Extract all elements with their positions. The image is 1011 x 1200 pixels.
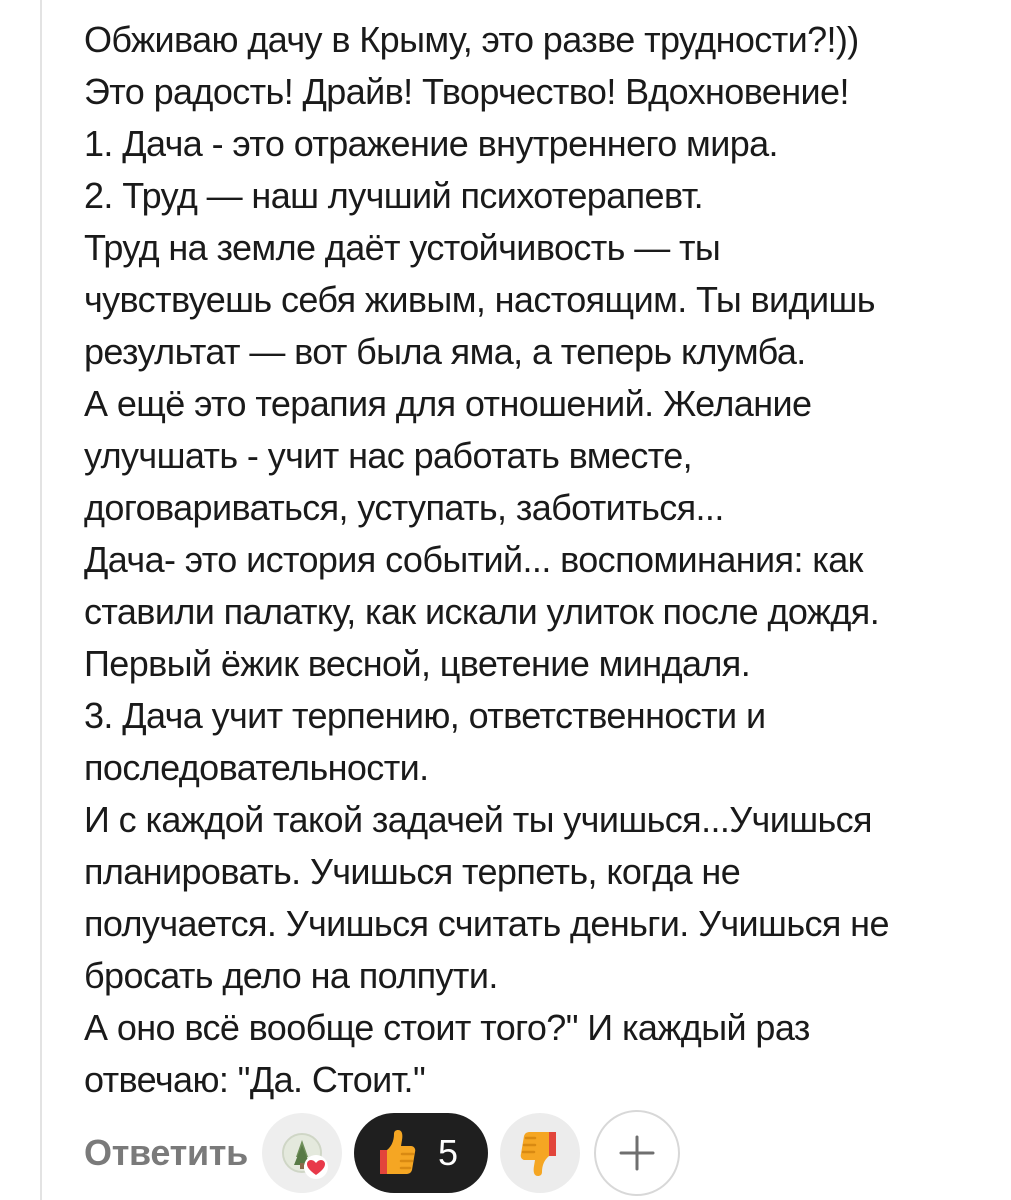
comment-line: Это радость! Драйв! Творчество! Вдохновение! — [84, 71, 849, 112]
comment-actions — [84, 1105, 680, 1200]
dislike-button[interactable] — [500, 1113, 580, 1193]
comment-line: А ещё это терапия для отношений. Желание — [84, 383, 812, 424]
comment-line: последовательности. — [84, 747, 429, 788]
comment-line: А оно всё вообще стоит того?" И каждый раз — [84, 1007, 810, 1048]
comment-line: 1. Дача - это отражение внутреннего мира. — [84, 123, 778, 164]
plus-icon — [617, 1133, 657, 1173]
like-button[interactable] — [354, 1113, 488, 1193]
comment-body — [84, 14, 989, 1106]
reply-button[interactable]: Ответить — [84, 1132, 248, 1173]
comment-line: Обживаю дачу в Крыму, это разве трудности?!)) — [84, 19, 859, 60]
comment-line: планировать. Учишься терпеть, когда не — [84, 851, 741, 892]
comment-line: 2. Труд — наш лучший психотерапевт. — [84, 175, 704, 216]
heart-icon — [304, 1155, 328, 1179]
thread-line — [40, 0, 42, 1200]
comment-line: получается. Учишься считать деньги. Учишься не — [84, 903, 889, 944]
comment-line: Первый ёжик весной, цветение миндаля. — [84, 643, 751, 684]
comment-line: ставили палатку, как искали улиток после дождя. — [84, 591, 880, 632]
comment-line: результат — вот была яма, а теперь клумба. — [84, 331, 806, 372]
comment-line: чувствуешь себя живым, настоящим. Ты видишь — [84, 279, 875, 320]
comment-line: Труд на земле даёт устойчивость — ты — [84, 227, 721, 268]
thumbs-down-icon — [518, 1128, 562, 1178]
like-count: 5 — [437, 1132, 458, 1173]
thumbs-up-icon — [374, 1128, 418, 1178]
comment-line: договариваться, уступать, заботиться... — [84, 487, 724, 528]
comment-line: отвечаю: "Да. Стоит." — [84, 1059, 426, 1100]
add-reaction-button[interactable] — [594, 1110, 680, 1196]
comment-line: 3. Дача учит терпению, ответственности и — [84, 695, 766, 736]
comment-line: бросать дело на полпути. — [84, 955, 498, 996]
avatar-reaction[interactable] — [262, 1113, 342, 1193]
comment-line: улучшать - учит нас работать вместе, — [84, 435, 693, 476]
comment-line: И с каждой такой задачей ты учишься...Учишься — [84, 799, 872, 840]
comment-line: Дача- это история событий... воспоминания: как — [84, 539, 863, 580]
